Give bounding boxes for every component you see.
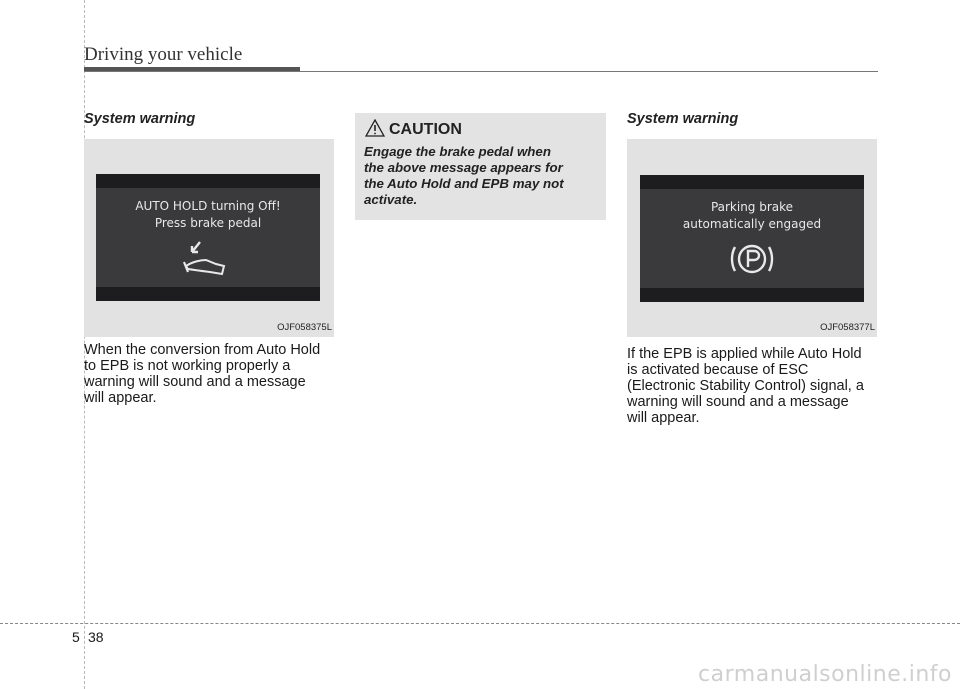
parking-brake-p-icon: [730, 239, 774, 279]
right-figure: [627, 139, 877, 337]
body-line: If the EPB is applied while Auto Hold: [627, 346, 862, 362]
body-line: will appear.: [84, 390, 157, 406]
cluster-display: [640, 175, 864, 302]
display-message-line1: AUTO HOLD turning Off!: [135, 199, 281, 213]
figure-code: OJF058377L: [820, 322, 875, 333]
caution-box: [355, 113, 606, 220]
body-line: is activated because of ESC: [627, 362, 809, 378]
display-message-line1: Parking brake: [710, 200, 794, 214]
left-figure: [84, 139, 334, 337]
left-body-paragraph: [84, 342, 334, 406]
caution-line: the above message appears for: [364, 160, 563, 175]
right-body-paragraph: [627, 346, 877, 426]
caution-line: activate.: [364, 192, 418, 207]
page-header-title: Driving your vehicle: [84, 44, 243, 65]
watermark: carmanualsonline.info: [698, 662, 952, 687]
display-message-line2: automatically engaged: [682, 217, 822, 231]
body-line: warning will sound and a message: [84, 374, 306, 390]
caution-line: Engage the brake pedal when: [364, 144, 551, 159]
cluster-display: [96, 174, 320, 301]
foot-on-brake-pedal-icon: [182, 238, 232, 280]
body-line: to EPB is not working properly a: [84, 358, 291, 374]
display-message-line2: Press brake pedal: [154, 216, 262, 230]
warning-triangle-icon: [365, 119, 385, 137]
caution-line: the Auto Hold and EPB may not: [364, 176, 564, 191]
chapter-number: 5: [72, 629, 80, 645]
body-line: will appear.: [627, 410, 700, 426]
caution-text: [364, 144, 600, 208]
left-section-heading: System warning: [84, 111, 196, 127]
body-line: When the conversion from Auto Hold: [84, 342, 321, 358]
figure-code: OJF058375L: [277, 322, 332, 333]
body-line: warning will sound and a message: [627, 394, 849, 410]
right-section-heading: System warning: [627, 111, 739, 127]
page-number: 38: [88, 629, 104, 645]
footer-rule: [0, 623, 960, 624]
caution-title: CAUTION: [389, 121, 462, 138]
header-rule: [84, 71, 878, 72]
body-line: (Electronic Stability Control) signal, a: [627, 378, 864, 394]
